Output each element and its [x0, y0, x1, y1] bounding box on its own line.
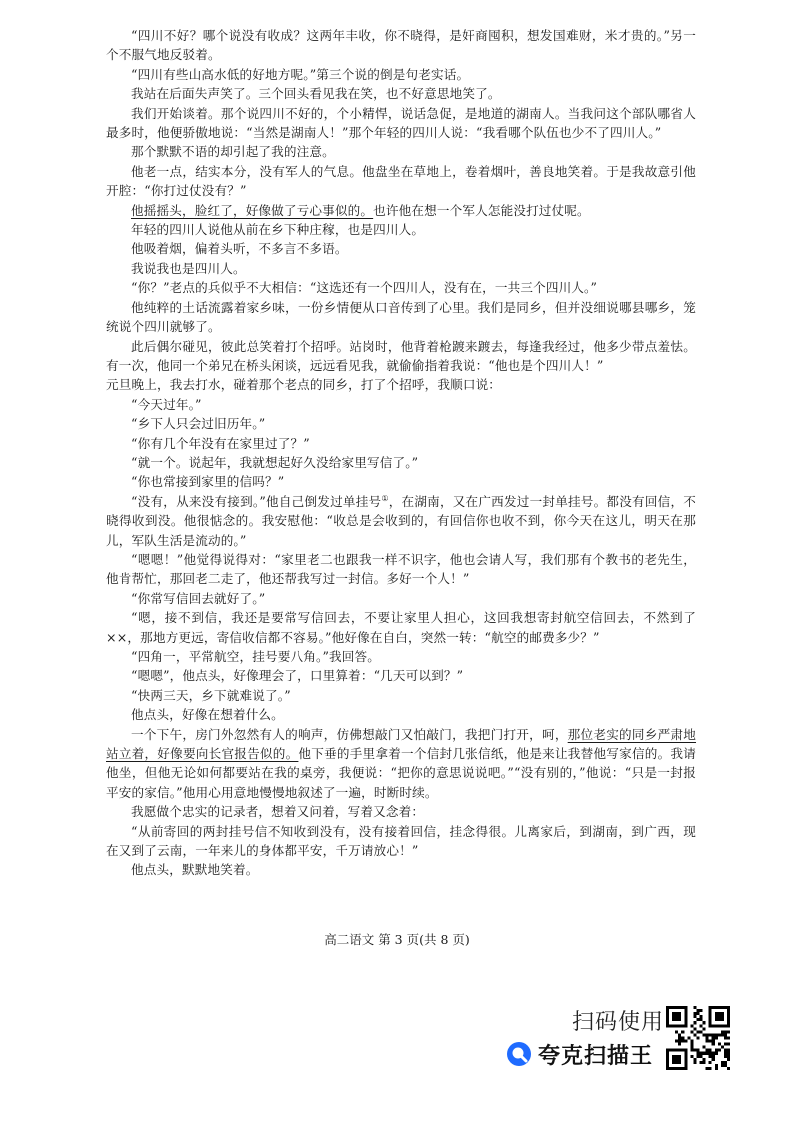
paragraph — [106, 434, 696, 453]
text-run: “快两三天，乡下就难说了。” — [131, 687, 291, 703]
text-run: 一个下午，房门外忽然有人的响声，仿佛想敲门又怕敲门，我把门打开，呵， — [131, 726, 568, 742]
text-run: “今天过年。” — [131, 396, 202, 412]
text-run: “嗯，接不到信，我还是要常写信回去，不要让家里人担心，这回我想寄封航空信回去，不然到了××，那地方更远，寄信收信都不容易。”他好像在自白，突然一转：“航空的邮费多少？” — [106, 610, 696, 645]
paragraph — [106, 220, 696, 239]
paragraph — [106, 666, 696, 685]
text-run: ，在湖南，又在广西发过一封单挂号。都没有回信，不晓得收到没。他很惦念的。我安慰他：“收总是会收到的，有回信你也收不到，你今天在这儿，明天在那儿，军队生活是流动的。” — [106, 493, 696, 548]
text-run: 他吸着烟，偏着头听，不多言不多语。 — [131, 241, 348, 257]
text-run: “四川有些山高水低的好地方呢。”第三个说的倒是句老实话。 — [131, 66, 470, 82]
reading-passage — [106, 26, 696, 880]
paragraph — [106, 822, 696, 861]
text-run: 那个默默不语的却引起了我的注意。 — [131, 144, 335, 160]
text-run: 他点头，默默地笑着。 — [131, 862, 259, 878]
paragraph — [106, 65, 696, 84]
text-run: “你有几个年没有在家里过了？” — [131, 435, 310, 451]
paragraph — [106, 472, 696, 491]
paragraph — [106, 298, 696, 337]
paragraph — [106, 84, 696, 103]
text-run: 我们开始谈着。那个说四川不好的，个小精悍，说话急促，是地道的湖南人。当我问这个部队哪省人最多时，他便骄傲地说：“当然是湖南人！”那个年轻的四川人说：“我看哪个队伍也少不了四川人。” — [106, 105, 696, 141]
text-run: “四角一，平常航空，挂号要八角。”我回答。 — [131, 649, 381, 664]
text-run: 他点头，好像在想着什么。 — [131, 707, 284, 723]
text-run: 他纯粹的土话流露着家乡味，一份乡情便从口音传到了心里。我们是同乡，但并没细说哪县哪乡，笼统说个四川就够了。 — [106, 299, 696, 335]
paragraph — [106, 589, 696, 608]
paragraph — [106, 453, 696, 472]
paragraph — [106, 550, 696, 589]
paragraph — [106, 26, 696, 65]
text-run: 元旦晚上，我去打水，碰着那个老点的同乡，打了个招呼，我顺口说： — [106, 377, 502, 393]
text-run: “你？”老点的兵似乎不大相信：“这选还有一个四川人，没有在，一共三个四川人。” — [131, 280, 598, 296]
text-run: “就一个。说起年，我就想起好久没给家里写信了。” — [131, 454, 419, 470]
paragraph — [106, 142, 696, 161]
footnote-mark: ① — [381, 493, 389, 503]
paragraph — [106, 686, 696, 705]
paragraph — [106, 162, 696, 201]
paragraph — [106, 492, 696, 550]
paragraph — [106, 802, 696, 821]
paragraph — [106, 278, 696, 297]
paragraph — [106, 104, 696, 143]
scan-to-use-label: 扫码使用 — [572, 1010, 665, 1035]
paragraph — [106, 259, 696, 278]
paragraph — [106, 608, 696, 647]
text-run: 他老一点，结实本分，没有军人的气息。他盘坐在草地上，卷着烟叶，善良地笑着。于是我故意引他开腔：“你打过仗没有？” — [106, 163, 696, 199]
paragraph — [106, 705, 696, 724]
paragraph — [106, 375, 696, 394]
text-run: 也许他在想一个军人怎能没打过仗呢。 — [373, 202, 590, 218]
text-run: “没有，从来没有接到。”他自己倒发过单挂号 — [131, 493, 382, 509]
paragraph — [106, 337, 696, 376]
text-run: 年轻的四川人说他从前在乡下种庄稼，也是四川人。 — [131, 222, 425, 238]
text-run: “嗯嗯”，他点头，好像理会了，口里算着：“几天可以到？” — [131, 668, 464, 684]
text-run: “你也常接到家里的信吗？” — [131, 474, 285, 490]
brand-name: 夸克扫描王 — [538, 1044, 654, 1069]
text-run: 此后偶尔碰见，彼此总笑着打个招呼。站岗时，他背着枪踱来踱去，每逢我经过，他多少带点羞怯。有一次，他同一个弟兄在桥头闲谈，远远看见我，就偷偷指着我说：“他也是个四川人！” — [106, 338, 696, 373]
text-run: “从前寄回的两封挂号信不知收到没有，没有接着回信，挂念得很。儿离家后，到湖南，到广西，现在又到了云南，一年来儿的身体都平安，千万请放心！” — [106, 823, 696, 859]
text-run: 我说我也是四川人。 — [131, 260, 246, 276]
paragraph — [106, 201, 696, 220]
paragraph — [106, 725, 696, 803]
paragraph — [106, 860, 696, 879]
paragraph — [106, 647, 696, 666]
quark-logo-icon — [506, 1041, 532, 1067]
paragraph — [106, 414, 696, 433]
paragraph — [106, 239, 696, 258]
text-run: 我愿做个忠实的记录者，想着又问着，写着又念着： — [131, 804, 425, 820]
underlined-sentence: 那位老实的同乡严肃地站立着，好像要向长官报告似的。 — [106, 726, 697, 762]
text-run: 他下垂的手里拿着一个信封几张信纸，他是来让我替他写家信的。我请他坐，但他无论如何都要站在我的桌旁，我便说：“把你的意思说说吧。”“没有别的，”他说：“只是一封报平安的家信。”他用心用意地慢慢地叙述了一遍，时断时续。 — [106, 746, 696, 800]
text-run: “四川不好？哪个说没有收成？这两年丰收，你不晓得，是奸商囤积，想发国难财，米才贵的。”另一个不服气地反驳着。 — [106, 28, 696, 63]
text-run: “你常写信回去就好了。” — [131, 590, 266, 606]
underlined-sentence: 他摇摇头，脸红了，好像做了亏心事似的。 — [131, 202, 374, 218]
text-run: 我站在后面失声笑了。三个回头看见我在笑，也不好意思地笑了。 — [131, 86, 501, 102]
paragraph — [106, 395, 696, 414]
page-number-footer: 高二语文 第 3 页(共 8 页) — [324, 932, 470, 947]
qr-code-icon[interactable] — [666, 1006, 730, 1070]
text-run: “嗯嗯！”他觉得说得对：“家里老二也跟我一样不识字，他也会请人写，我们那有个教书的老先生，他肯帮忙，那回老二走了，他还帮我写过一封信。多好一个人！” — [106, 551, 696, 587]
text-run: “乡下人只会过旧历年。” — [131, 416, 266, 432]
